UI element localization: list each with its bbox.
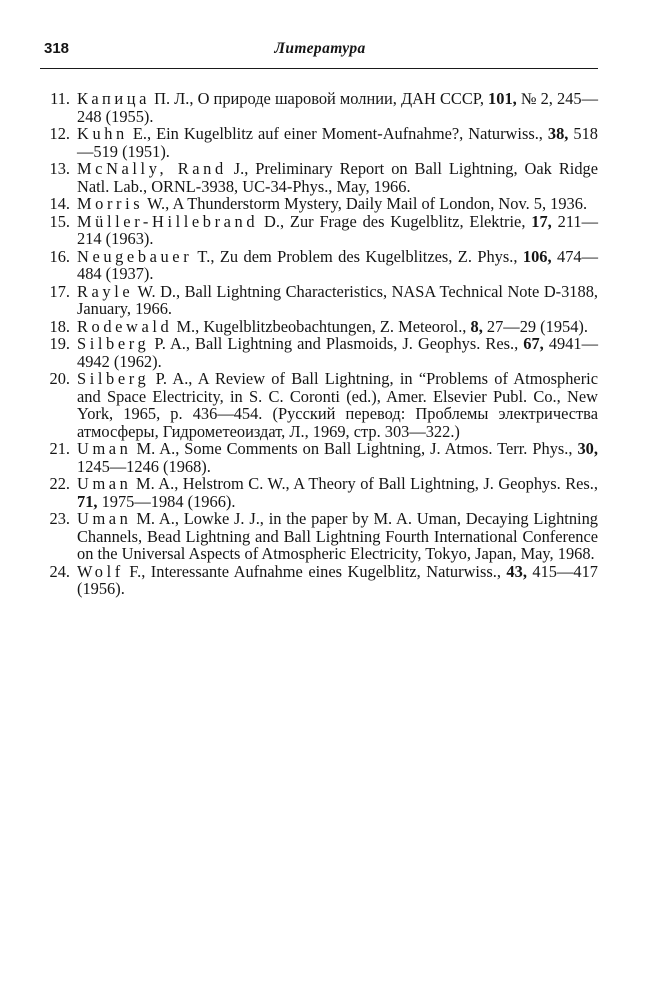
reference-item — [40, 248, 598, 283]
reference-pages: 211—214 (1963). — [77, 211, 598, 248]
reference-volume: 71, — [77, 491, 98, 511]
reference-text: Preliminary Report on Ball Lightning, Oak Ridge Natl. Lab., ORNL-3938, UC-34-Phys., May, 1966. — [77, 159, 598, 196]
reference-author: Silberg — [77, 369, 150, 388]
reference-author: Uman — [77, 439, 132, 458]
reference-author: Wolf — [77, 561, 124, 581]
reference-initials: M., — [176, 316, 200, 336]
reference-initials: P. A., — [154, 334, 190, 353]
reference-item — [40, 563, 598, 598]
reference-item — [40, 195, 598, 213]
reference-text: Zur Frage des Kugelblitz, Elektrie, — [284, 211, 526, 231]
reference-item — [40, 213, 598, 248]
reference-number: 15. — [49, 211, 70, 231]
reference-number: 21. — [49, 439, 70, 458]
reference-pages: 415—417 (1956). — [77, 561, 598, 598]
reference-text: Ein Kugelblitz auf einer Moment-Aufnahme?, Naturwiss., — [151, 124, 543, 143]
reference-author: Rodewald — [77, 316, 173, 336]
reference-text: Interessante Aufnahme eines Kugelblitz, Naturwiss., — [145, 561, 501, 581]
reference-pages: 27—29 (1954). — [482, 316, 588, 336]
reference-pages: 474—484 (1937). — [77, 246, 598, 283]
reference-author: Morris — [77, 194, 144, 213]
reference-text: A Thunderstorm Mystery, Daily Mail of London, Nov. 5, 1936. — [169, 194, 588, 213]
reference-text: Some Comments on Ball Lightning, J. Atmos. Terr. Phys., — [179, 439, 573, 458]
reference-author: Rayle — [77, 281, 134, 301]
reference-initials: W., — [147, 194, 170, 213]
reference-volume: 106, — [522, 246, 552, 266]
reference-volume: 38, — [547, 124, 569, 143]
header-rule — [40, 68, 598, 69]
reference-initials: П. Л., — [154, 89, 194, 108]
reference-item — [40, 510, 598, 563]
page-number: 318 — [44, 40, 70, 57]
reference-list — [40, 90, 598, 598]
reference-text: О природе шаровой молнии, ДАН СССР, — [193, 89, 484, 108]
reference-number: 23. — [49, 509, 70, 528]
reference-number: 20. — [49, 369, 70, 388]
reference-text: Ball Lightning and Plasmoids, J. Geophys. Res., — [189, 334, 519, 353]
reference-item — [40, 335, 598, 370]
reference-volume: 67, — [523, 334, 544, 353]
reference-volume: 101, — [488, 89, 517, 108]
reference-item — [40, 370, 598, 440]
reference-author: McNally, Rand — [77, 159, 227, 178]
reference-author: Капица — [77, 89, 151, 108]
reference-item — [40, 125, 598, 160]
reference-initials: M. A., Helstrom C. W., — [136, 474, 290, 493]
reference-text: A Review of Ball Lightning, in “Problems of Atmospheric and Space Electricity, in S. C. Coronti (ed.), Amer. Elsevier Publ. Co., New York, 1965, p. 436—454. (Русский перевод: Проблемы электричества атмосферы, Гидрометеоиздат, Л., 1969, стр. 303—322.) — [77, 369, 598, 441]
reference-initials: T., — [197, 246, 215, 266]
reference-pages: 4941—4942 (1962). — [77, 334, 599, 371]
reference-item — [40, 440, 598, 475]
reference-item — [40, 475, 598, 510]
reference-initials: M. A., — [136, 439, 180, 458]
running-title: Литература — [274, 40, 366, 57]
reference-number: 24. — [49, 561, 70, 581]
reference-initials: F., — [129, 561, 146, 581]
reference-author: Uman — [77, 509, 132, 528]
reference-number: 16. — [49, 246, 70, 266]
reference-number: 13. — [49, 159, 70, 178]
page-header — [40, 40, 600, 64]
reference-pages: 1245—1246 (1968). — [77, 456, 211, 476]
reference-volume: 43, — [506, 561, 527, 581]
reference-number: 22. — [49, 474, 70, 493]
reference-initials: M. A., Lowke J. J., — [136, 509, 264, 528]
reference-pages: № 2, 245—248 (1955). — [77, 89, 598, 126]
reference-volume: 8, — [470, 316, 483, 336]
reference-item — [40, 318, 598, 336]
reference-initials: E., — [132, 124, 152, 143]
reference-item — [40, 160, 598, 195]
reference-initials: P. A., — [155, 369, 193, 388]
reference-initials: W. D., — [137, 281, 181, 301]
reference-author: Uman — [77, 474, 132, 493]
reference-initials: J., — [233, 159, 249, 178]
reference-author: Silberg — [77, 334, 150, 353]
reference-item — [40, 90, 598, 125]
reference-item — [40, 283, 598, 318]
reference-number: 12. — [49, 124, 70, 143]
reference-number: 18. — [49, 316, 70, 336]
reference-text: Zu dem Problem des Kugelblitzes, Z. Phys., — [214, 246, 518, 266]
reference-initials: D., — [264, 211, 285, 231]
reference-text: A Theory of Ball Lightning, J. Geophys. Res., — [289, 474, 598, 493]
reference-volume: 30, — [577, 439, 598, 458]
reference-number: 19. — [49, 334, 70, 353]
reference-number: 17. — [49, 281, 70, 301]
reference-text: Kugelblitzbeobachtungen, Z. Meteorol., — [199, 316, 467, 336]
reference-pages: 518—519 (1951). — [77, 124, 598, 161]
reference-text: in the paper by M. A. Uman, Decaying Lightning Channels, Bead Lightning and Ball Lightning Fourth International Conference on the Universal Aspects of Atmospheric Electricity, Tokyo, Japan, May, 1968. — [77, 509, 598, 563]
reference-author: Müller-Hillebrand — [77, 211, 259, 231]
reference-number: 14. — [49, 194, 70, 213]
reference-volume: 17, — [531, 211, 552, 231]
reference-pages: 1975—1984 (1966). — [97, 491, 236, 511]
reference-author: Neugebauer — [77, 246, 193, 266]
reference-author: Kuhn — [77, 124, 128, 143]
reference-number: 11. — [50, 89, 70, 108]
reference-text: Ball Lightning Characteristics, NASA Technical Note D-3188, January, 1966. — [77, 281, 598, 318]
